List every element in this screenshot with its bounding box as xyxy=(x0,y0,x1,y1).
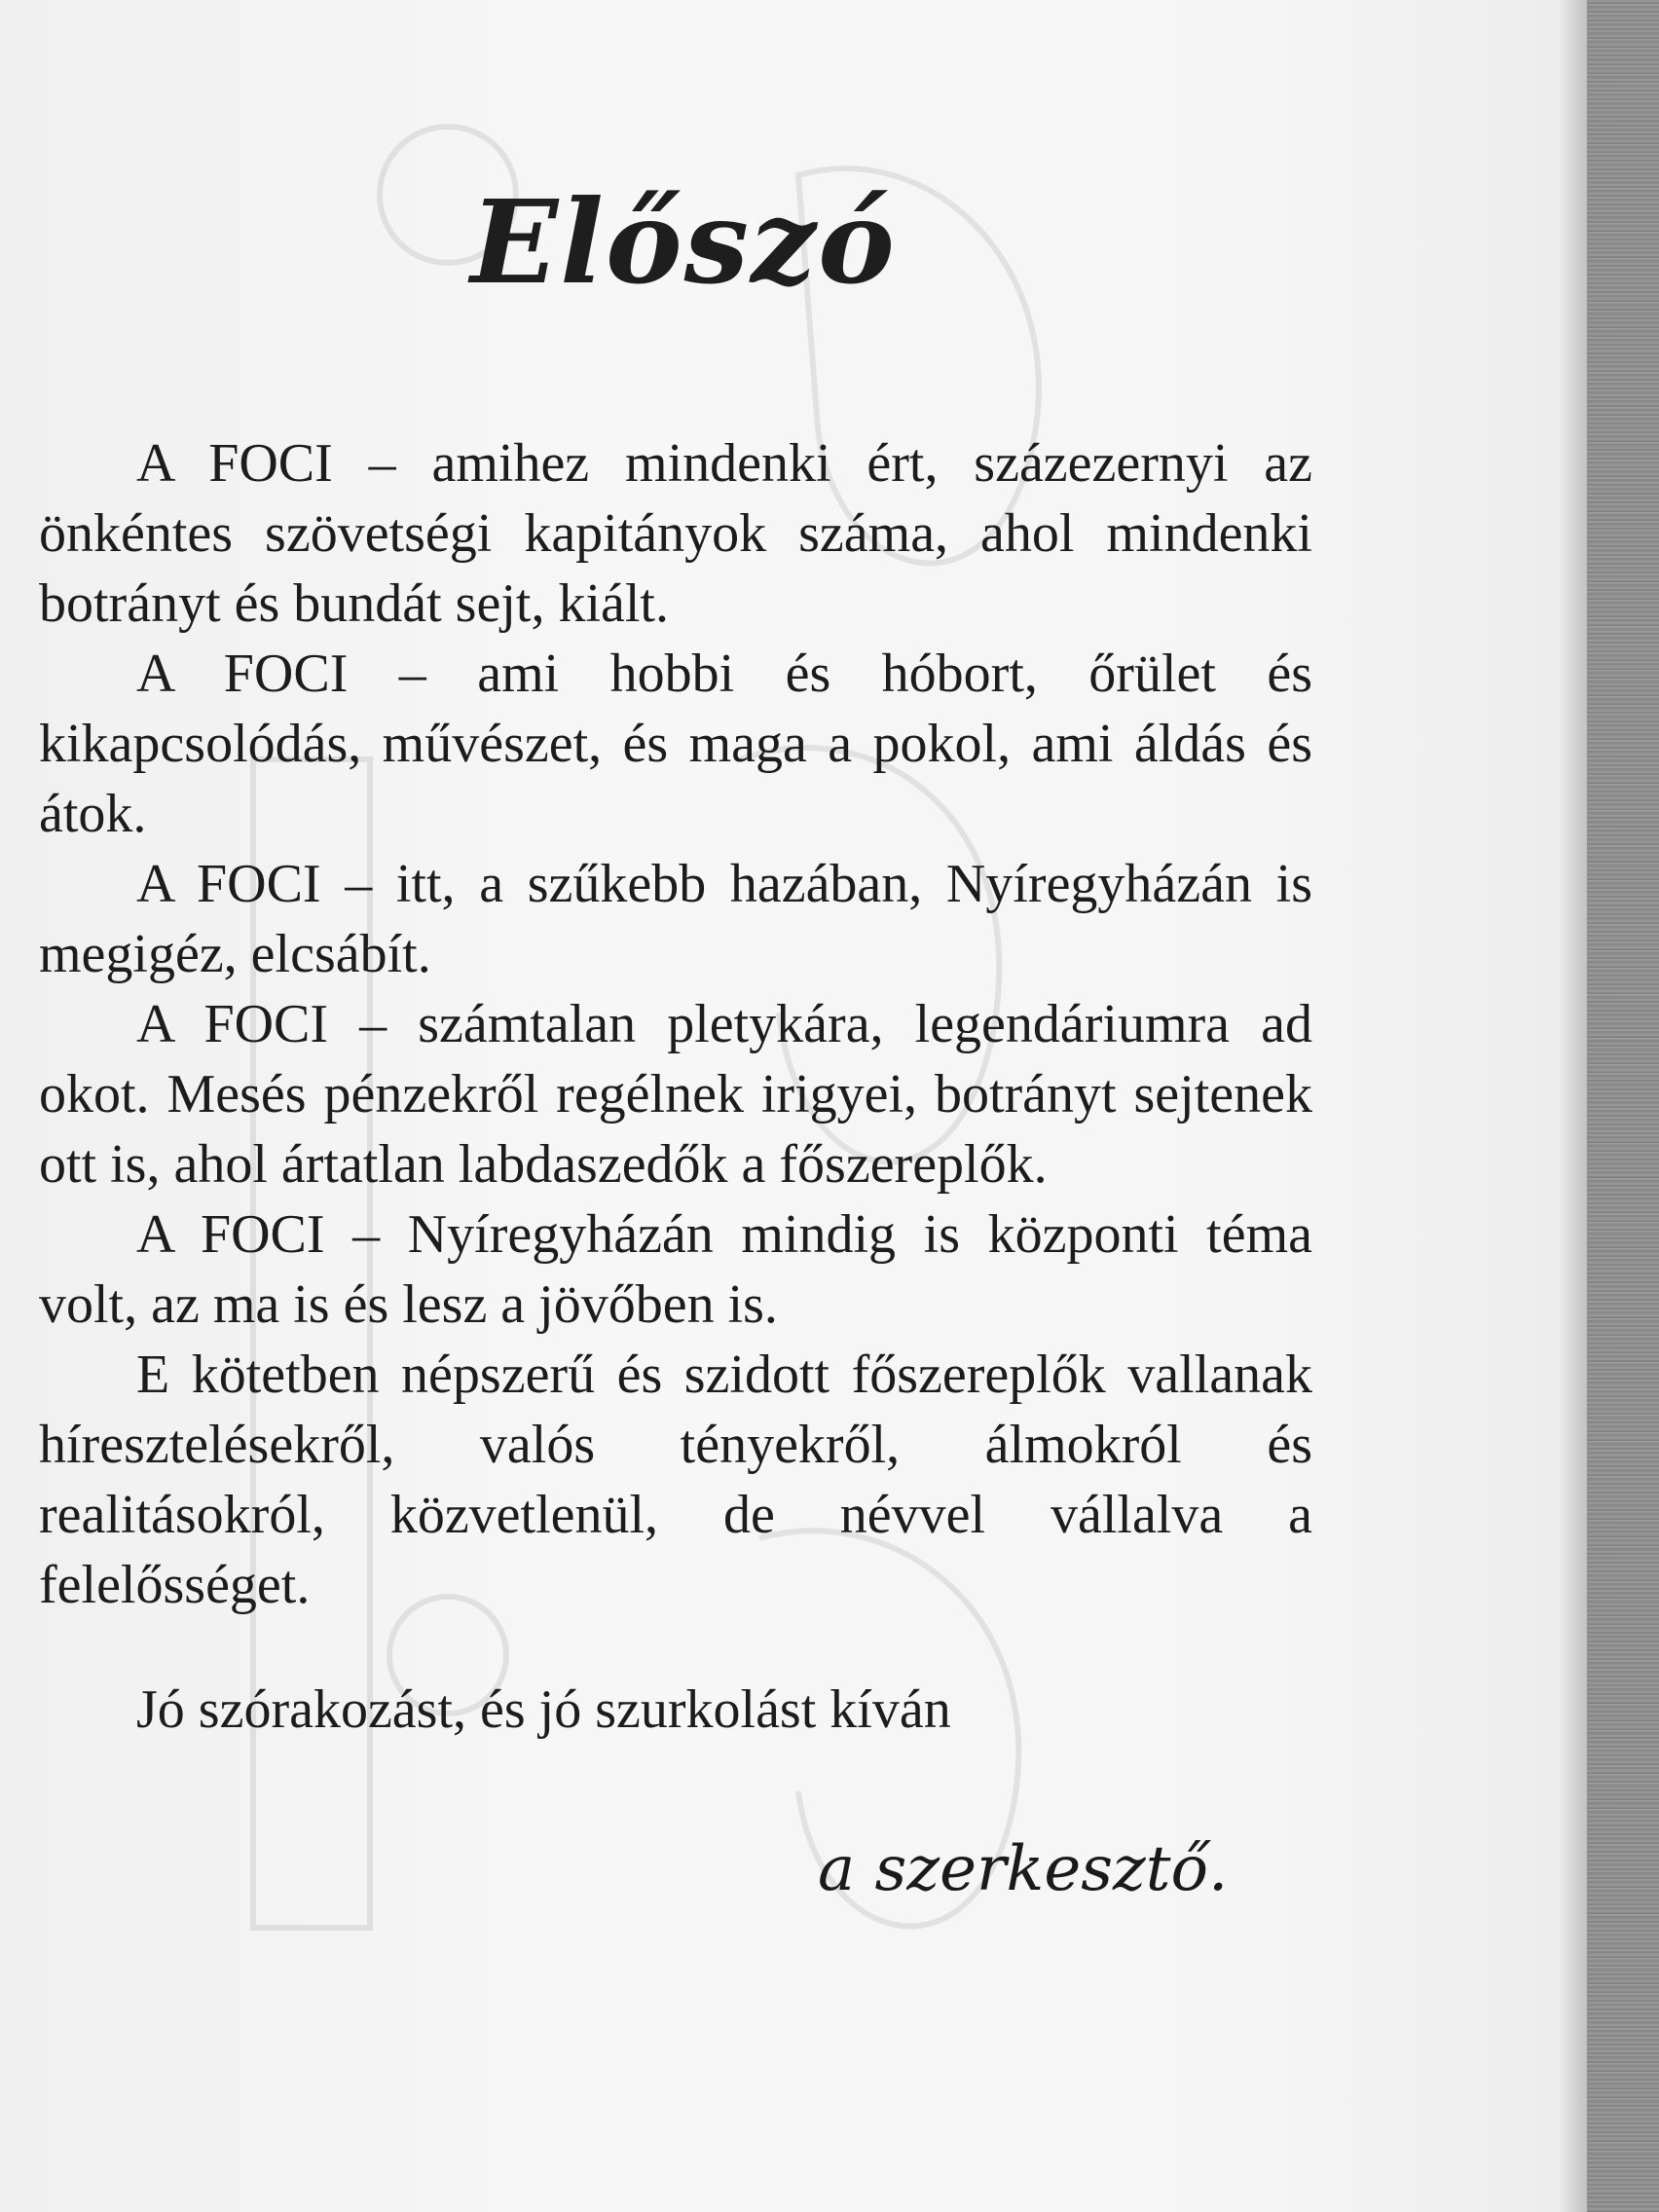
paragraph: A FOCI – Nyíregyházán mindig is központi téma volt, az ma is és lesz a jövőben is. xyxy=(39,1204,1312,1335)
paragraph: A FOCI – számtalan pletykára, legendáriumra ad okot. Mesés pénzekről regélnek irigyei, botrányt sejtenek ott is, ahol ártatlan labdaszedők a főszereplők. xyxy=(39,994,1312,1195)
page-title: Előszó xyxy=(470,174,897,310)
paragraph: A FOCI – ami hobbi és hóbort, őrület és kikapcsolódás, művészet, és maga a pokol, ami áldás és átok. xyxy=(39,644,1312,844)
foreword-body xyxy=(39,428,1312,1620)
paragraph: E kötetben népszerű és szidott főszereplők vallanak híresztelésekről, valós tényekről, álmokról és realitásokról, közvetlenül, de névvel vállalva a felelősséget. xyxy=(39,1345,1312,1615)
paragraph: A FOCI – amihez mindenki ért, százezernyi az önkéntes szövetségi kapitányok száma, ahol mindenki botrányt és bundát sejt, kiált. xyxy=(39,433,1312,634)
signature: a szerkesztő. xyxy=(818,1833,1229,1905)
paragraph: A FOCI – itt, a szűkebb hazában, Nyíregyházán is megigéz, elcsábít. xyxy=(39,854,1312,984)
adjacent-pages-edge xyxy=(1587,0,1659,2212)
closing-line: Jó szórakozást, és jó szurkolást kíván xyxy=(136,1679,951,1740)
page-edge-shadow xyxy=(1558,0,1587,2212)
